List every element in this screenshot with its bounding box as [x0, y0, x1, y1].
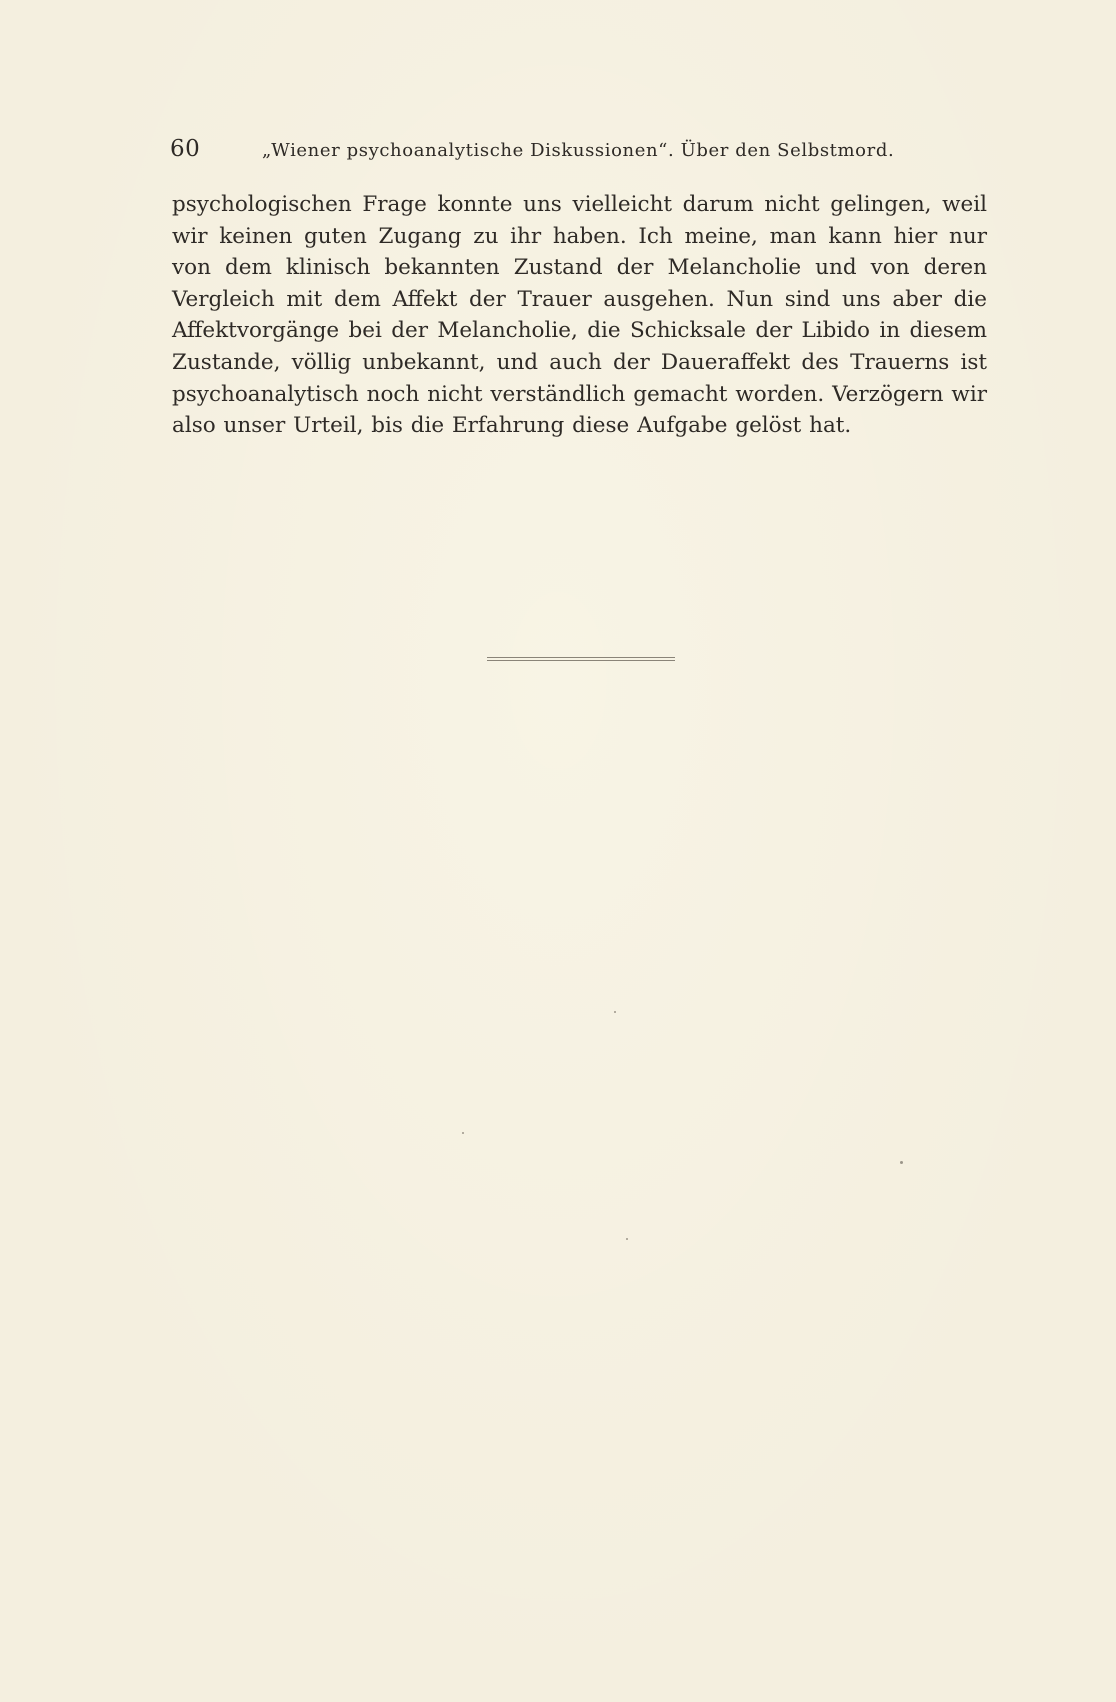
running-title: „Wiener psychoanalytische Diskussionen“. Über den Selbstmord.	[262, 140, 895, 161]
running-head	[170, 136, 910, 166]
rule-line-bottom	[487, 660, 675, 661]
paragraph: psychologischen Frage konnte uns vielleicht darum nicht gelingen, weil wir keinen guten Zugang zu ihr haben. Ich meine, man kann hier nur von dem klinisch bekannten Zustand der Melancholie und von deren Vergleich mit dem Affekt der Trauer ausgehen. Nun sind uns aber die Affektvorgänge bei der Melancholie, die Schicksale der Libido in diesem Zustande, völlig unbekannt, und auch der Daueraffekt des Trauerns ist psychoanalytisch noch nicht verständlich gemacht worden. Verzögern wir also unser Urteil, bis die Erfahrung diese Aufgabe gelöst hat.	[172, 192, 987, 439]
rule-line-top	[487, 657, 675, 658]
section-end-rule	[487, 657, 675, 662]
paper-speck	[614, 1011, 616, 1013]
page-number: 60	[170, 136, 201, 162]
paper-speck	[462, 1132, 464, 1134]
paper-speck	[900, 1161, 903, 1164]
paper-speck	[626, 1238, 628, 1240]
body-text	[172, 189, 987, 442]
